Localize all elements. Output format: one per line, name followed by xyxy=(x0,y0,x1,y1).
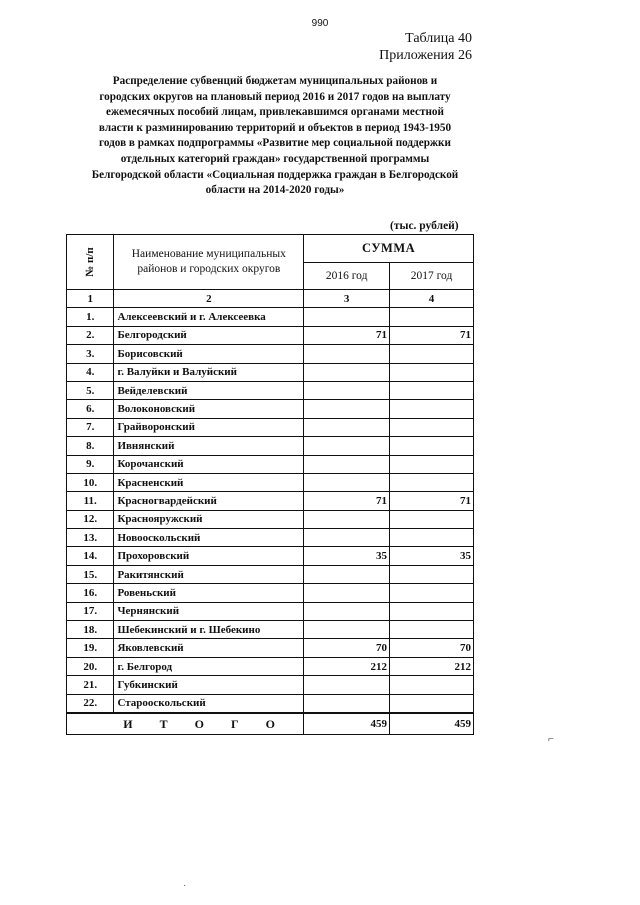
row-2016 xyxy=(304,418,390,436)
row-district: Новооскольский xyxy=(114,529,304,547)
row-num: 17. xyxy=(67,602,114,620)
row-2017 xyxy=(390,510,474,528)
table-row xyxy=(67,345,474,363)
row-2017 xyxy=(390,602,474,620)
col-number: 2 xyxy=(114,290,304,308)
row-num: 14. xyxy=(67,547,114,565)
scan-mark: ⌐ xyxy=(548,734,554,745)
row-2017 xyxy=(390,621,474,639)
row-2016 xyxy=(304,308,390,326)
row-2017: 71 xyxy=(390,326,474,344)
row-district: Ракитянский xyxy=(114,565,304,583)
row-2017 xyxy=(390,437,474,455)
row-district: Вейделевский xyxy=(114,381,304,399)
header-num: № п/п xyxy=(67,235,114,290)
row-district: г. Валуйки и Валуйский xyxy=(114,363,304,381)
header-year-2016: 2016 год xyxy=(304,262,390,290)
title-line: ежемесячных пособий лицам, привлекавшимся органами местной xyxy=(106,106,444,119)
row-district: Корочанский xyxy=(114,455,304,473)
row-2017 xyxy=(390,565,474,583)
row-district: Ивнянский xyxy=(114,437,304,455)
row-2016: 35 xyxy=(304,547,390,565)
table-row xyxy=(67,547,474,565)
col-number: 3 xyxy=(304,290,390,308)
row-2016 xyxy=(304,473,390,491)
row-district: Чернянский xyxy=(114,602,304,620)
row-district: Шебекинский и г. Шебекино xyxy=(114,621,304,639)
row-district: Старооскольский xyxy=(114,694,304,713)
table-row xyxy=(67,363,474,381)
row-2016 xyxy=(304,345,390,363)
header-year-2017: 2017 год xyxy=(390,262,474,290)
row-num: 18. xyxy=(67,621,114,639)
row-num: 1. xyxy=(67,308,114,326)
title-line: области на 2014-2020 годы» xyxy=(205,184,345,197)
row-district: Яковлевский xyxy=(114,639,304,657)
row-2017 xyxy=(390,584,474,602)
row-district: Белгородский xyxy=(114,326,304,344)
table-row xyxy=(67,602,474,620)
row-2017 xyxy=(390,529,474,547)
row-num: 4. xyxy=(67,363,114,381)
row-2016 xyxy=(304,694,390,713)
row-2017: 35 xyxy=(390,547,474,565)
row-district: Грайворонский xyxy=(114,418,304,436)
col-number: 4 xyxy=(390,290,474,308)
table-row xyxy=(67,694,474,713)
scan-mark: · xyxy=(183,880,187,891)
row-2016 xyxy=(304,621,390,639)
total-label: И Т О Г О xyxy=(67,713,304,735)
table-row xyxy=(67,492,474,510)
row-num: 5. xyxy=(67,381,114,399)
row-num: 7. xyxy=(67,418,114,436)
row-2017 xyxy=(390,418,474,436)
row-2016 xyxy=(304,676,390,694)
title-line: отдельных категорий граждан» государственной программы xyxy=(120,152,430,165)
row-district: Волоконовский xyxy=(114,400,304,418)
row-2017 xyxy=(390,694,474,713)
header-sum: СУММА xyxy=(304,235,474,263)
row-2016 xyxy=(304,455,390,473)
column-numbers-row xyxy=(67,290,474,308)
row-2017 xyxy=(390,308,474,326)
table-row xyxy=(67,400,474,418)
title-line: власти к разминированию территорий и объектов в период 1943-1950 xyxy=(98,121,452,134)
document-title xyxy=(70,74,480,199)
table-row xyxy=(67,621,474,639)
row-2016 xyxy=(304,400,390,418)
units-label: (тыс. рублей) xyxy=(390,220,459,232)
row-2017: 212 xyxy=(390,657,474,675)
row-num: 21. xyxy=(67,676,114,694)
row-num: 20. xyxy=(67,657,114,675)
table-row xyxy=(67,473,474,491)
row-district: г. Белгород xyxy=(114,657,304,675)
row-2017: 70 xyxy=(390,639,474,657)
table-row xyxy=(67,437,474,455)
subvention-table xyxy=(66,234,474,735)
row-num: 22. xyxy=(67,694,114,713)
row-2016: 212 xyxy=(304,657,390,675)
row-num: 6. xyxy=(67,400,114,418)
row-2016 xyxy=(304,584,390,602)
row-num: 10. xyxy=(67,473,114,491)
row-num: 19. xyxy=(67,639,114,657)
table-ref-line1: Таблица 40 xyxy=(405,31,472,46)
table-row xyxy=(67,418,474,436)
row-num: 11. xyxy=(67,492,114,510)
table-row xyxy=(67,639,474,657)
title-line: Распределение субвенций бюджетам муниципальных районов и xyxy=(112,75,438,87)
table-ref-line2: Приложения 26 xyxy=(379,48,472,63)
row-district: Прохоровский xyxy=(114,547,304,565)
row-2016 xyxy=(304,510,390,528)
row-num: 9. xyxy=(67,455,114,473)
table-row xyxy=(67,455,474,473)
row-district: Борисовский xyxy=(114,345,304,363)
row-2016 xyxy=(304,381,390,399)
row-2016 xyxy=(304,437,390,455)
row-2016 xyxy=(304,565,390,583)
row-2016: 71 xyxy=(304,492,390,510)
total-row xyxy=(67,713,474,735)
row-district: Ровеньский xyxy=(114,584,304,602)
row-district: Красненский xyxy=(114,473,304,491)
total-2016: 459 xyxy=(304,713,390,735)
title-line: Белгородской области «Социальная поддержка граждан в Белгородской xyxy=(91,168,459,181)
table-row xyxy=(67,565,474,583)
row-num: 13. xyxy=(67,529,114,547)
table-row xyxy=(67,529,474,547)
row-2016 xyxy=(304,363,390,381)
row-district: Красногвардейский xyxy=(114,492,304,510)
row-2017 xyxy=(390,676,474,694)
table-row xyxy=(67,676,474,694)
row-2017 xyxy=(390,363,474,381)
header-name: Наименование муниципальных районов и городских округов xyxy=(114,235,304,290)
row-2017 xyxy=(390,400,474,418)
row-district: Алексеевский и г. Алексеевка xyxy=(114,308,304,326)
page-number: 990 xyxy=(311,18,329,29)
row-2017 xyxy=(390,455,474,473)
row-2017 xyxy=(390,473,474,491)
row-num: 12. xyxy=(67,510,114,528)
row-2017: 71 xyxy=(390,492,474,510)
table-row xyxy=(67,326,474,344)
row-num: 16. xyxy=(67,584,114,602)
row-district: Краснояружский xyxy=(114,510,304,528)
table-row xyxy=(67,584,474,602)
row-district: Губкинский xyxy=(114,676,304,694)
row-2016: 71 xyxy=(304,326,390,344)
row-num: 3. xyxy=(67,345,114,363)
row-num: 15. xyxy=(67,565,114,583)
col-number: 1 xyxy=(67,290,114,308)
title-line: годов в рамках подпрограммы «Развитие мер социальной поддержки xyxy=(99,137,451,150)
row-num: 8. xyxy=(67,437,114,455)
row-2016 xyxy=(304,529,390,547)
row-num: 2. xyxy=(67,326,114,344)
table-row xyxy=(67,381,474,399)
table-row xyxy=(67,308,474,326)
row-2016: 70 xyxy=(304,639,390,657)
row-2017 xyxy=(390,345,474,363)
row-2017 xyxy=(390,381,474,399)
table-row xyxy=(67,657,474,675)
table-reference xyxy=(379,30,472,64)
title-line: городских округов на плановый период 2016 и 2017 годов на выплату xyxy=(99,90,451,103)
total-2017: 459 xyxy=(390,713,474,735)
table-row xyxy=(67,510,474,528)
row-2016 xyxy=(304,602,390,620)
